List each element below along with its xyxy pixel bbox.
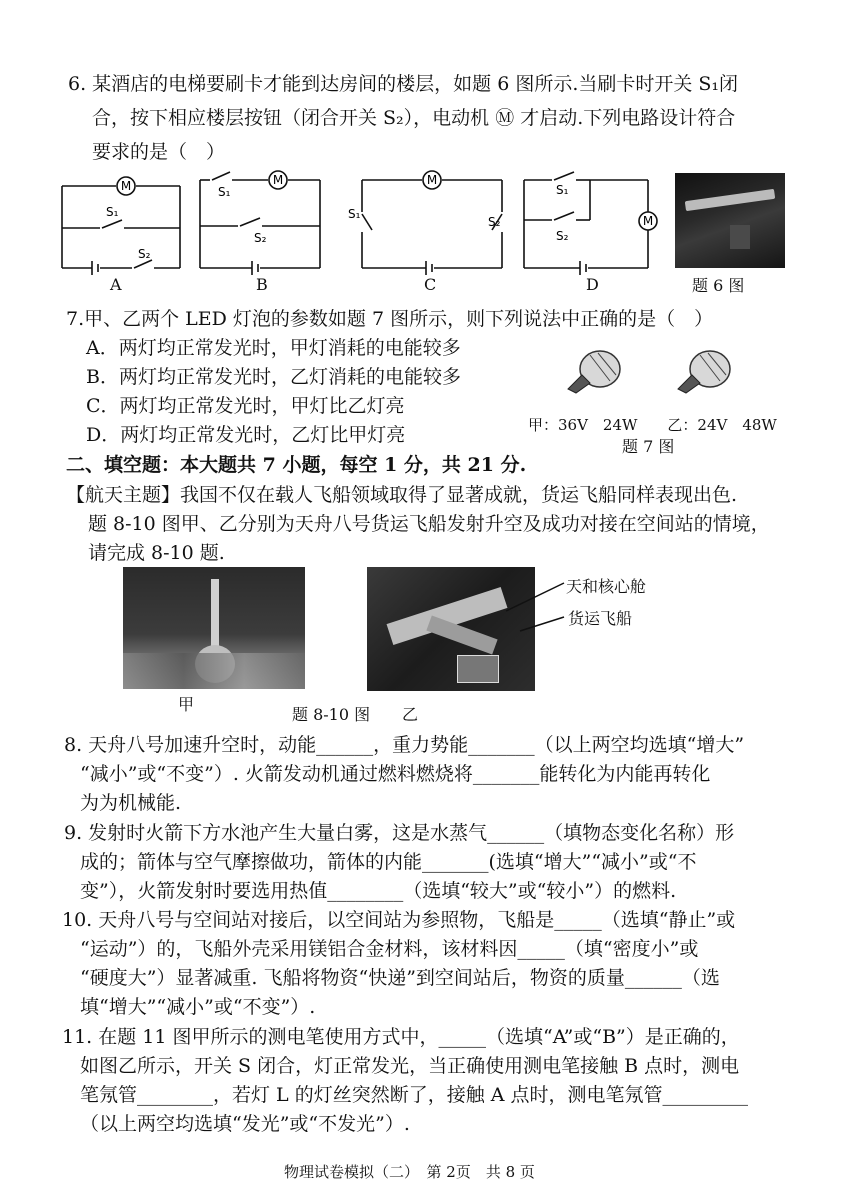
circuit-a [60, 172, 182, 272]
circuit-d-diagram [522, 170, 662, 272]
s2-label: S₂ [556, 229, 569, 243]
q11-line3: 笔氖管________，若灯 L 的灯丝突然断了，接触 A 点时，测电笔氖管_________ [80, 1084, 748, 1106]
circuit-d [522, 170, 662, 272]
circuit-b [198, 166, 322, 272]
q6-line2: 合，按下相应楼层按钮（闭合开关 S₂），电动机 Ⓜ 才启动.下列电路设计符合 [92, 107, 736, 129]
label-jia: 甲 [178, 695, 195, 714]
motor-label: M [642, 214, 654, 228]
q10-line3: “硬度大”）显著减重. 飞船将物资“快递”到空间站后，物资的质量______（选 [80, 967, 720, 989]
circuit-c [348, 168, 504, 272]
page-footer: 物理试卷模拟（二） 第 2页 共 8 页 [284, 1163, 535, 1181]
fig6-photo [675, 173, 785, 268]
bulb-jia-image [562, 345, 626, 397]
q10-line1: 10. 天舟八号与空间站对接后，以空间站为参照物，飞船是_____（选填“静止”或 [62, 909, 736, 931]
q7-option-b: B．两灯均正常发光时，乙灯消耗的电能较多 [86, 366, 461, 388]
motor-label: M [120, 179, 132, 193]
q7-stem: 7.甲、乙两个 LED 灯泡的参数如题 7 图所示，则下列说法中正确的是（ ） [66, 308, 714, 330]
option-a-label: A [110, 275, 122, 294]
s1-label: S₁ [556, 183, 569, 197]
s1-label: S₁ [218, 185, 231, 199]
fig7-caption: 题 7 图 [622, 437, 675, 456]
circuit-b-diagram [198, 166, 322, 272]
s2-label: S₂ [138, 247, 151, 261]
annot-cargo: 货运飞船 [568, 609, 633, 628]
motor-label: M [426, 173, 438, 187]
q10-line4: 填“增大”“减小”或“不变”）. [80, 996, 316, 1018]
fig6-caption: 题 6 图 [692, 276, 745, 295]
q8-line1: 8. 天舟八号加速升空时，动能______，重力势能_______（以上两空均选填“增大” [64, 734, 745, 756]
q6-line3: 要求的是（ ） [92, 141, 226, 163]
q9-line3: 变”），火箭发射时要选用热值________（选填“较大”或“较小”）的燃料. [80, 880, 677, 902]
fig8-10-caption: 题 8-10 图 [292, 705, 371, 724]
q11-line4: （以上两空均选填“发光”或“不发光”）. [80, 1113, 410, 1135]
circuit-a-diagram [60, 172, 182, 272]
q7-option-c: C．两灯均正常发光时，甲灯比乙灯亮 [86, 395, 405, 417]
theme-line1: 【航天主题】我国不仅在载人飞船领域取得了显著成就，货运飞船同样表现出色. [66, 484, 738, 506]
option-b-label: B [256, 275, 268, 294]
label-yi: 乙 [402, 705, 419, 724]
bulb-yi-image [674, 345, 738, 397]
q8-line3: 为为机械能. [80, 792, 182, 814]
option-c-label: C [424, 275, 437, 294]
q11-line2: 如图乙所示，开关 S 闭合，灯正常发光，当正确使用测电笔接触 B 点时，测电 [80, 1055, 740, 1077]
motor-label: M [272, 173, 284, 187]
s1-label: S₁ [348, 207, 361, 221]
q9-line1: 9. 发射时火箭下方水池产生大量白雾，这是水蒸气______（填物态变化名称）形 [64, 822, 735, 844]
q10-line2: “运动”）的，飞船外壳采用镁铝合金材料，该材料因_____（填“密度小”或 [80, 938, 699, 960]
section2-title: 二、填空题：本大题共 7 小题，每空 1 分，共 21 分. [66, 454, 527, 476]
s2-label: S₂ [488, 215, 501, 229]
q7-bulb-spec: 甲：36V 24W 乙：24V 48W [528, 416, 777, 434]
annot-tianhe: 天和核心舱 [566, 577, 647, 596]
q7-option-a: A．两灯均正常发光时，甲灯消耗的电能较多 [86, 337, 461, 359]
q7-option-d: D．两灯均正常发光时，乙灯比甲灯亮 [86, 424, 406, 446]
s1-label: S₁ [106, 205, 119, 219]
theme-line3: 请完成 8-10 题. [88, 542, 225, 564]
option-d-label: D [586, 275, 599, 294]
q6-line1: 6. 某酒店的电梯要刷卡才能到达房间的楼层，如题 6 图所示.当刷卡时开关 S₁闭 [68, 73, 739, 95]
circuit-c-diagram [348, 168, 504, 272]
q11-line1: 11. 在题 11 图甲所示的测电笔使用方式中，_____（选填“A”或“B”）是正确的， [62, 1026, 740, 1048]
q8-line2: “减小”或“不变”）. 火箭发动机通过燃料燃烧将_______能转化为内能再转化 [80, 763, 711, 785]
launch-photo [123, 567, 305, 689]
theme-line2: 题 8-10 图甲、乙分别为天舟八号货运飞船发射升空及成功对接在空间站的情境， [88, 513, 770, 535]
s2-label: S₂ [254, 231, 267, 245]
q9-line2: 成的；箭体与空气摩擦做功，箭体的内能_______(选填“增大”“减小”或“不 [80, 851, 697, 873]
